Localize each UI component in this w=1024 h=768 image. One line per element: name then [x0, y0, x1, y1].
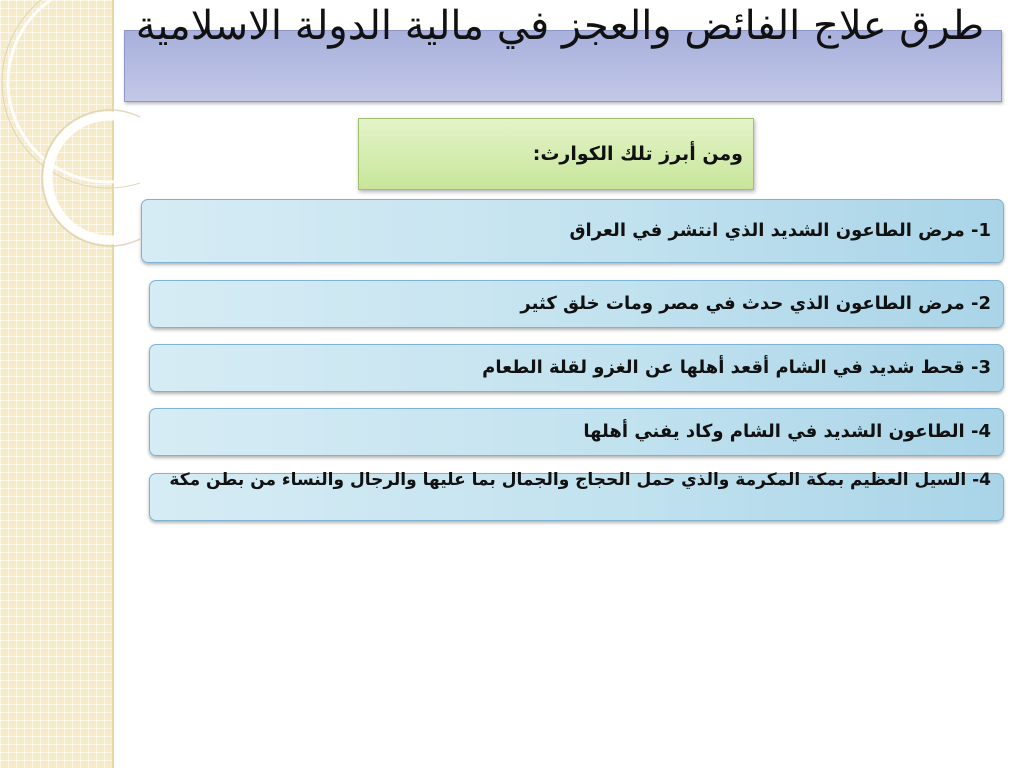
list-item-text: 2- مرض الطاعون الذي حدث في مصر ومات خلق كثير — [520, 293, 991, 314]
slide-title: طرق علاج الفائض والعجز في مالية الدولة الاسلامية — [135, 3, 985, 49]
list-item-text: 1- مرض الطاعون الشديد الذي انتشر في العراق — [569, 220, 991, 241]
list-item-text: 4- الطاعون الشديد في الشام وكاد يفني أهلها — [583, 421, 991, 442]
subtitle-text: ومن أبرز تلك الكوارث: — [532, 143, 743, 165]
list-item-text: 3- قحط شديد في الشام أقعد أهلها عن الغزو لقلة الطعام — [482, 357, 991, 378]
list-item — [141, 199, 1004, 263]
list-item — [149, 408, 1004, 456]
list-item-text: 4- السيل العظيم بمكة المكرمة والذي حمل الحجاج والجمال بما عليها والرجال والنساء من بطن مكة — [169, 470, 991, 490]
list-item — [149, 280, 1004, 328]
list-item — [149, 470, 1004, 521]
list-item — [149, 344, 1004, 392]
decorative-circles-icon — [0, 0, 140, 260]
subtitle-box — [358, 118, 754, 190]
